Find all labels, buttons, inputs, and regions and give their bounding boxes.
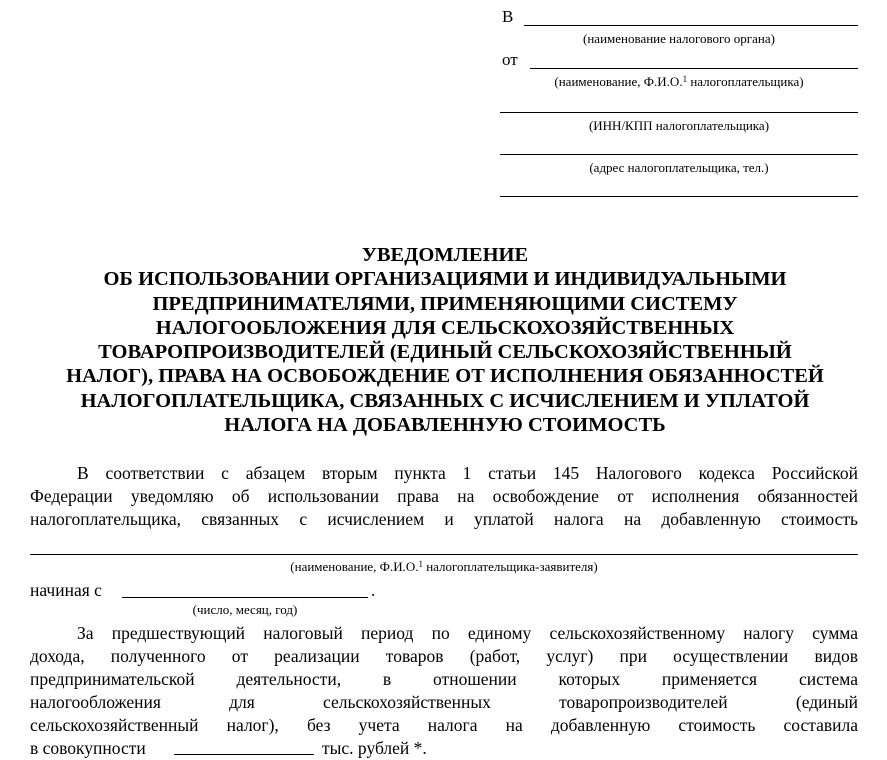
paragraph2-line: За предшествующий налоговый период по единому сельскохозяйственному налогу сумма — [77, 623, 858, 643]
title-line: НАЛОГОПЛАТЕЛЬЩИКА, СВЯЗАННЫХ С ИСЧИСЛЕНИЕМ И УПЛАТОЙ — [80, 389, 810, 412]
address-field[interactable] — [500, 154, 858, 155]
starting-label: начиная с — [30, 580, 102, 600]
taxpayer-name-field[interactable] — [530, 68, 858, 69]
document-title — [40, 243, 850, 437]
paragraph1-line: В соответствии с абзацем вторым пункта 1 статьи 145 Налогового кодекса Российской — [77, 463, 858, 483]
title-line: НАЛОГА НА ДОБАВЛЕННУЮ СТОИМОСТЬ — [224, 414, 666, 437]
from-label: от — [502, 50, 518, 69]
starting-suffix: . — [371, 580, 376, 600]
tax-authority-caption: (наименование налогового органа) — [583, 31, 775, 46]
paragraph2-line: предпринимательской деятельности, в отношении которых применяется система — [30, 669, 858, 689]
paragraph1-line: Федерации уведомляю об использовании права на освобождение от исполнения обязанностей — [30, 486, 858, 506]
inn-kpp-caption: (ИНН/КПП налогоплательщика) — [588, 118, 770, 133]
total-amount-field[interactable] — [174, 754, 314, 755]
taxpayer-name-caption: (наименование, Ф.И.О.$^1$ налогоплательщика) — [554, 74, 804, 89]
applicant-name-field[interactable] — [30, 554, 858, 555]
start-date-field[interactable] — [122, 597, 368, 598]
address-caption: (адрес налогоплательщика, тел.) — [589, 160, 769, 175]
inn-kpp-field[interactable] — [500, 112, 858, 113]
total-suffix: тыс. рублей *. — [322, 738, 427, 758]
title-line: УВЕДОМЛЕНИЕ — [361, 244, 529, 266]
title-line: ОБ ИСПОЛЬЗОВАНИИ ОРГАНИЗАЦИЯМИ И ИНДИВИДУАЛЬНЫМИ — [103, 268, 787, 291]
date-caption: (число, месяц, год) — [192, 602, 298, 617]
paragraph2-line: налогообложения для сельскохозяйственных товаропроизводителей (единый — [30, 692, 858, 712]
title-line: НАЛОГ), ПРАВА НА ОСВОБОЖДЕНИЕ ОТ ИСПОЛНЕНИЯ ОБЯЗАННОСТЕЙ — [66, 365, 824, 388]
title-line: НАЛОГООБЛОЖЕНИЯ ДЛЯ СЕЛЬСКОХОЗЯЙСТВЕННЫХ — [155, 316, 735, 339]
paragraph2-line: сельскохозяйственный налог), без учета налога на добавленную стоимость составила — [30, 715, 858, 735]
tax-authority-field[interactable] — [524, 25, 858, 26]
paragraph1-line: налогоплательщика, связанных с исчислением и уплатой налога на добавленную стоимость — [30, 509, 858, 529]
title-line: ПРЕДПРИНИМАТЕЛЯМИ, ПРИМЕНЯЮЩИМИ СИСТЕМУ — [152, 292, 738, 315]
paragraph2-line: дохода, полученного от реализации товаров (работ, услуг) при осуществлении видов — [30, 646, 858, 666]
extra-field[interactable] — [500, 196, 858, 197]
total-label: в совокупности — [30, 738, 146, 758]
title-line: ТОВАРОПРОИЗВОДИТЕЛЕЙ (ЕДИНЫЙ СЕЛЬСКОХОЗЯЙСТВЕННЫЙ — [98, 341, 792, 364]
to-label: В — [502, 7, 514, 26]
applicant-name-caption: (наименование, Ф.И.О.$^1$ налогоплательщика-заявителя) — [290, 559, 598, 574]
